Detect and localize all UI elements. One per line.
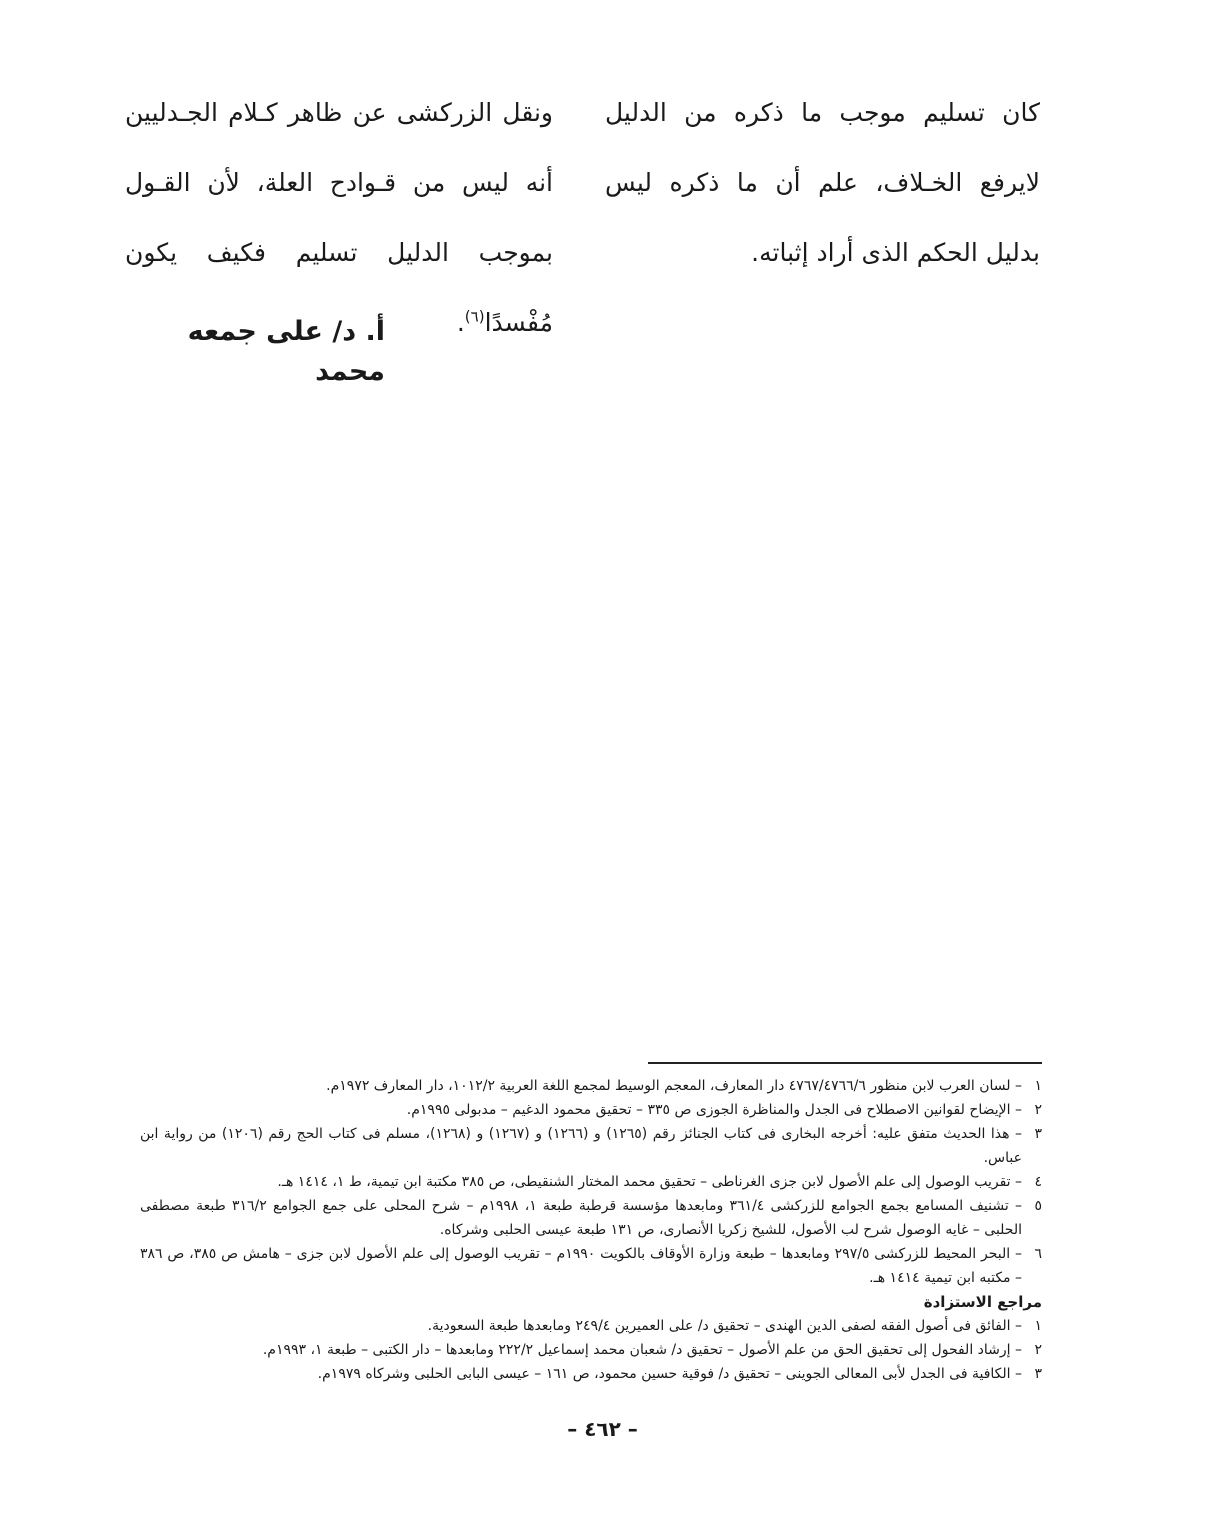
footnote-number: ٢ — [1034, 1102, 1042, 1118]
footnote-item — [140, 1074, 1042, 1098]
author-signature: أ. د/ على جمعه محمد — [187, 316, 385, 387]
footnote-item — [140, 1098, 1042, 1122]
reference-item — [140, 1362, 1042, 1386]
reference-text: – الكافية فى الجدل لأبى المعالى الجوينى – تحقيق د/ فوقية حسين محمود، ص ١٦١ – عيسى البابى الحلبى وشركاه ١٩٧٩م. — [317, 1366, 1022, 1382]
footnote-item — [140, 1170, 1042, 1194]
footnotes-section — [140, 1074, 1042, 1386]
reference-text: – إرشاد الفحول إلى تحقيق الحق من علم الأصول – تحقيق د/ شعبان محمد إسماعيل ٢٢٢/٢ ومابعدها – دار الكتبى – طبعة ١، ١٩٩٣م. — [262, 1342, 1022, 1358]
footnote-text: – تقريب الوصول إلى علم الأصول لابن جزى الغرناطى – تحقيق محمد المختار الشنقيطى، ص ٣٨٥ مكتبة ابن تيمية، ط ١، ١٤١٤ هـ. — [277, 1174, 1022, 1190]
footnote-number: ٦ — [1034, 1246, 1042, 1262]
body-text-right-column — [605, 78, 1040, 288]
footnote-text: – تشنيف المسامع بجمع الجوامع للزركشى ٣٦١/٤ ومابعدها مؤسسة قرطبة طبعة ١، ١٩٩٨م – شرح المحلى على جمع الجوامع ٣١٦/٢ طبعة مصطفى الحلبى – غايه الوصول شرح لب الأصول، للشيخ زكريا الأنصارى، ص ١٣١ طبعة عيسى الحلبى وشركاه. — [140, 1198, 1023, 1238]
footnote-reference-6[interactable]: (٦) — [464, 307, 485, 326]
left-column-text: ونقل الزركشى عن ظاهر كـلام الجـدليين أنه ليس من قـوادح العلة، لأن القـول بموجب الدليل تسليم فكيف يكون مُفْسدًا — [125, 98, 553, 337]
reference-text: – الفائق فى أصول الفقه لصفى الدين الهندى – تحقيق د/ على العميرين ٢٤٩/٤ ومابعدها طبعة السعودية. — [427, 1318, 1022, 1334]
reference-number: ٢ — [1034, 1342, 1042, 1358]
reference-number: ١ — [1034, 1318, 1042, 1334]
reference-item — [140, 1314, 1042, 1338]
footnote-text: – لسان العرب لابن منظور ٤٧٦٧/٤٧٦٦/٦ دار المعارف، المعجم الوسيط لمجمع اللغة العربية ١٠١٢/٢، دار المعارف ١٩٧٢م. — [326, 1078, 1022, 1094]
reference-item — [140, 1338, 1042, 1362]
references-heading: مراجع الاستزادة — [923, 1293, 1042, 1311]
footnote-text: – الإيضاح لقوانين الاصطلاح فى الجدل والمناظرة الجوزى ص ٣٣٥ – تحقيق محمود الدغيم – مدبولى ١٩٩٥م. — [406, 1102, 1022, 1118]
page-number: – ٤٦٢ – — [567, 1417, 638, 1441]
reference-number: ٣ — [1034, 1366, 1042, 1382]
footnote-item — [140, 1122, 1042, 1170]
right-column-paragraph: كان تسليم موجب ما ذكره من الدليل لايرفع الخـلاف، علم أن ما ذكره ليس بدليل الحكم الذى أراد إثباته. — [605, 98, 1040, 267]
left-column-period: . — [456, 308, 465, 337]
footnote-item — [140, 1194, 1042, 1242]
footnote-number: ٣ — [1034, 1126, 1042, 1142]
footnote-separator — [648, 1062, 1042, 1064]
footnote-number: ١ — [1034, 1078, 1042, 1094]
footnote-number: ٥ — [1034, 1198, 1042, 1214]
footnote-item — [140, 1242, 1042, 1290]
footnote-text: – البحر المحيط للزركشى ٢٩٧/٥ ومابعدها – طبعة وزارة الأوقاف بالكويت ١٩٩٠م – تقريب الوصول إلى علم الأصول لابن جزى – هامش ص ٣٨٥، ص ٣٨٦ – مكتبه ابن تيمية ١٤١٤ هـ. — [140, 1246, 1022, 1286]
footnote-number: ٤ — [1034, 1174, 1042, 1190]
footnote-text: – هذا الحديث متفق عليه: أخرجه البخارى فى كتاب الجنائز رقم (١٢٦٥) و (١٢٦٦) و (١٢٦٧) و (١٢٦٨)، مسلم فى كتاب الحج رقم (١٢٠٦) من رواية ابن عباس. — [140, 1126, 1022, 1166]
